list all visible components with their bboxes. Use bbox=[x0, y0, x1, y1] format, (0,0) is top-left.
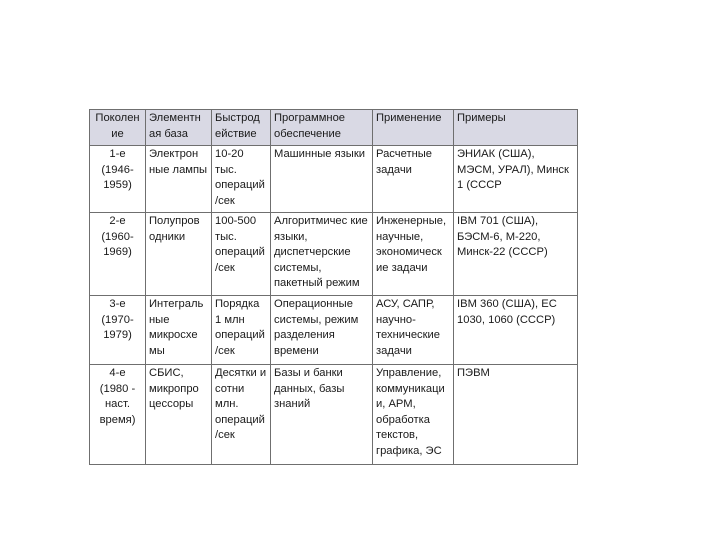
examples-cell: ЭНИАК (США), МЭСМ, УРАЛ), Минск 1 (СССР bbox=[454, 146, 578, 213]
generation-cell: 3-е (1970- 1979) bbox=[90, 296, 146, 365]
element-base-cell: СБИС, микропро цессоры bbox=[146, 365, 212, 465]
speed-cell: Десятки и сотни млн. операций /сек bbox=[212, 365, 271, 465]
header-speed: Быстрод ействие bbox=[212, 110, 271, 146]
table-row bbox=[90, 146, 578, 213]
software-cell: Алгоритмичес кие языки, диспетчерские системы, пакетный режим bbox=[271, 213, 373, 296]
table-row bbox=[90, 213, 578, 296]
application-cell: Расчетные задачи bbox=[373, 146, 454, 213]
application-cell: Управление, коммуникаци и, АРМ, обработка текстов, графика, ЭС bbox=[373, 365, 454, 465]
application-cell: Инженерные, научные, экономическ ие задачи bbox=[373, 213, 454, 296]
application-cell: АСУ, САПР, научно-технические задачи bbox=[373, 296, 454, 365]
speed-cell: 100-500 тыс. операций /сек bbox=[212, 213, 271, 296]
generation-cell: 1-е (1946- 1959) bbox=[90, 146, 146, 213]
generation-cell: 2-е (1960- 1969) bbox=[90, 213, 146, 296]
table-row bbox=[90, 365, 578, 465]
examples-cell: ПЭВМ bbox=[454, 365, 578, 465]
header-application: Применение bbox=[373, 110, 454, 146]
element-base-cell: Полупров одники bbox=[146, 213, 212, 296]
table-row bbox=[90, 296, 578, 365]
header-examples: Примеры bbox=[454, 110, 578, 146]
software-cell: Базы и банки данных, базы знаний bbox=[271, 365, 373, 465]
header-generation: Поколен ие bbox=[90, 110, 146, 146]
header-software: Программное обеспечение bbox=[271, 110, 373, 146]
header-row bbox=[90, 110, 578, 146]
software-cell: Операционные системы, режим разделения времени bbox=[271, 296, 373, 365]
element-base-cell: Электрон ные лампы bbox=[146, 146, 212, 213]
element-base-cell: Интеграль ные микросхе мы bbox=[146, 296, 212, 365]
speed-cell: Порядка 1 млн операций /сек bbox=[212, 296, 271, 365]
speed-cell: 10-20 тыс. операций /сек bbox=[212, 146, 271, 213]
examples-cell: IBM 701 (США), БЭСМ-6, М-220, Минск-22 (СССР) bbox=[454, 213, 578, 296]
header-element-base: Элементн ая база bbox=[146, 110, 212, 146]
generations-table bbox=[89, 109, 578, 465]
software-cell: Машинные языки bbox=[271, 146, 373, 213]
examples-cell: IBM 360 (США), ЕС 1030, 1060 (СССР) bbox=[454, 296, 578, 365]
generation-cell: 4-е (1980 - наст. время) bbox=[90, 365, 146, 465]
